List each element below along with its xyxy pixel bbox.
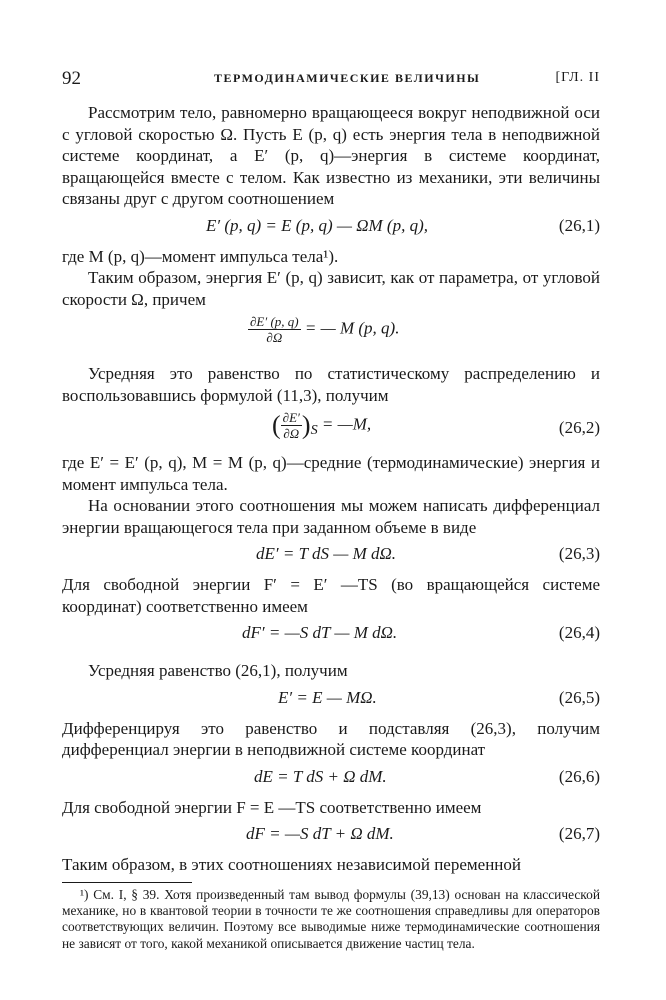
equation-26-7 [62,818,600,854]
equation-26-4-formula: dF′ = —S dT — M dΩ. [242,623,398,642]
equation-26-1-number: (26,1) [558,215,600,235]
paragraph-1: Рассмотрим тело, равномерно вращающееся вокруг неподвижной оси с угловой скоростью Ω. Пусть E (p, q) есть энергия тела в неподвижной системе координат, а E′ (p, q)—энергия в системе координат, вращающейся вместе с телом. Как известно из механики, эти величины связаны друг с другом соотношением [62,103,600,208]
equation-26-6 [62,761,600,797]
paragraph-10: Для свободной энергии F = E —TS соответственно имеем [62,797,482,817]
book-page [62,68,600,952]
equation-26-2-number: (26,2) [558,418,600,437]
equation-26-7-formula: dF = —S dT + Ω dM. [246,824,394,843]
paragraph-11: Таким образом, в этих соотношениях независимой переменной [62,855,521,874]
equation-26-4 [62,617,600,653]
paragraph-9: Дифференцируя это равенство и подставляя (26,3), получим дифференциал энергии в неподвижной системе координат [62,718,600,759]
page-number: 92 [62,68,81,89]
chapter-label: [ГЛ. II [555,70,600,85]
equation-26-1-formula: E′ (p, q) = E (p, q) — ΩM (p, q), [206,215,428,235]
equation-26-2-fraction: $\frac{\partial E'}{\partial\Omega}$ [282,410,300,441]
equation-26-3-number: (26,3) [558,544,600,563]
paragraph-5: где E′ = E′ (p, q), M = M (p, q)—средние (термодинамические) энергия и момент импульса тела. [62,453,600,494]
equation-26-1 [62,210,600,246]
equation-26-3-formula: dE′ = T dS — M dΩ. [256,544,397,563]
equation-26-5 [62,682,600,718]
equation-derivative [62,310,600,356]
paragraph-2: где M (p, q)—момент импульса тела¹). [62,246,339,266]
paragraph-6: На основании этого соотношения мы можем написать дифференциал энергии вращающегося тела при заданном объеме в виде [62,496,600,537]
equation-26-6-formula: dE = T dS + Ω dM. [254,766,387,786]
paragraph-7: Для свободной энергии F′ = E′ —TS (во вращающейся системе координат) соответственно имеем [62,575,600,616]
paragraph-8: Усредняя равенство (26,1), получим [88,661,348,680]
paragraph-3: Таким образом, энергия E′ (p, q) зависит, как от параметра, от угловой скорости Ω, причем [62,268,600,309]
derivative-rhs: = — M (p, q). [304,318,400,338]
equation-26-7-number: (26,7) [558,824,600,843]
equation-26-4-number: (26,4) [558,623,600,642]
page-header [62,68,600,90]
footnote: ¹) См. I, § 39. Хотя произведенный там вывод формулы (39,13) основан на классической механике, но в квантовой теории в точности те же соотношения справедливы для операторов соответствующих величин. Поэтому все выводимые ниже термодинамические соотношения не зависят от того, какой механикой описывается движение частиц тела. [62,886,600,951]
equation-26-6-number: (26,6) [558,766,600,786]
running-title: ТЕРМОДИНАМИЧЕСКИЕ ВЕЛИЧИНЫ [214,71,481,85]
equation-26-2: ( $\frac{\partial E'}{\partial\Omega}$ )$_S$ = —M, (26,2) [272,410,600,441]
derivative-fraction: $\frac{\partial E' (p, q)}{\partial\Omega}$ [250,314,299,345]
equation-26-5-number: (26,5) [558,687,600,707]
equation-26-2-rhs: = —M, [321,414,372,434]
equation-26-3 [62,538,600,574]
footnote-rule [62,882,192,883]
paragraph-4: Усредняя это равенство по статистическому распределению и воспользовавшись формулой (11,3), получим [62,364,600,405]
equation-26-5-formula: E′ = E — MΩ. [278,687,377,707]
